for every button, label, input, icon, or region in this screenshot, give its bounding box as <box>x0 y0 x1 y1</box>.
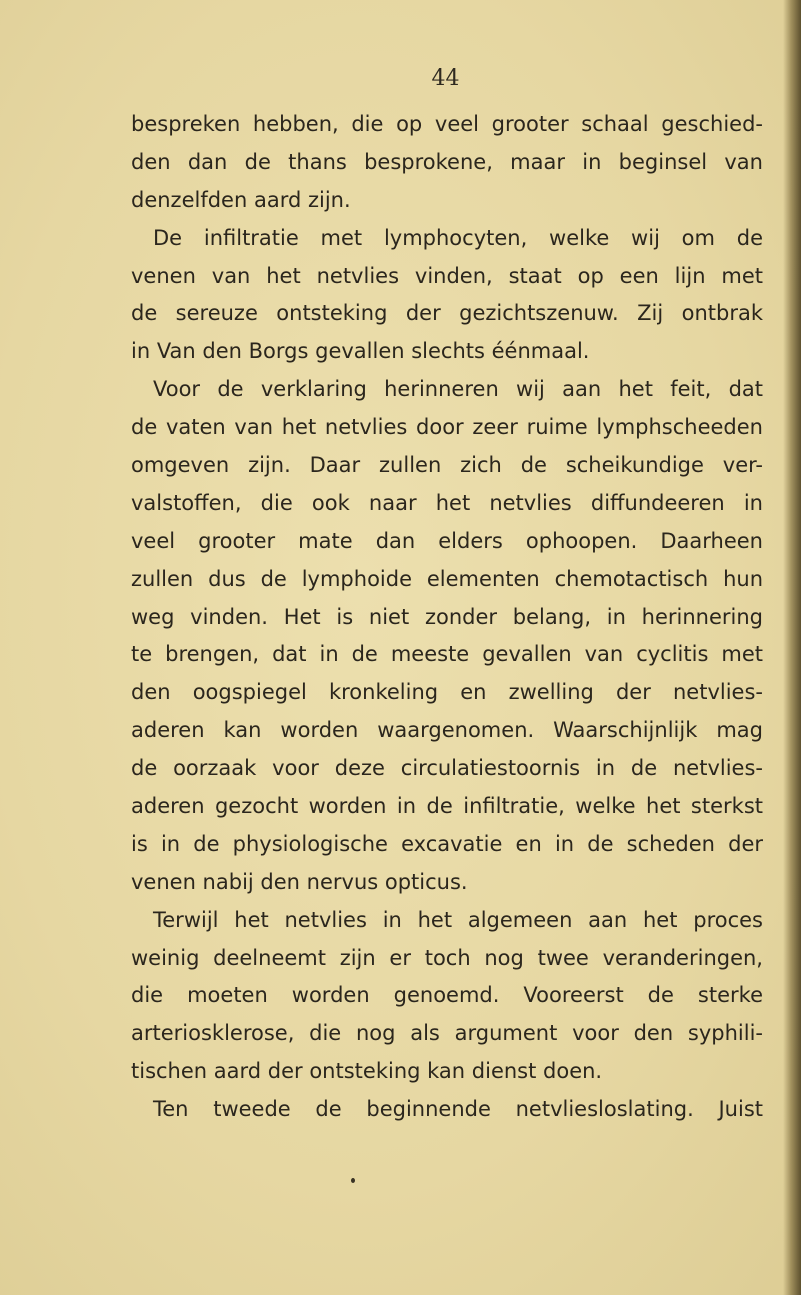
text-line: valstoffen, die ook naar het netvlies diffundeeren in <box>131 490 763 515</box>
text-line: te brengen, dat in de meeste gevallen van cyclitis met <box>131 642 763 667</box>
body-text <box>131 106 763 1129</box>
text-line: arteriosklerose, die nog als argument voor den syphili- <box>131 1021 763 1046</box>
text-line: omgeven zijn. Daar zullen zich de scheikundige ver- <box>131 453 763 478</box>
text-line: tischen aard der ontsteking kan dienst doen. <box>131 1059 603 1084</box>
text-line: den oogspiegel kronkeling en zwelling der netvlies- <box>131 680 763 705</box>
text-line: veel grooter mate dan elders ophoopen. Daarheen <box>131 528 763 553</box>
text-line: is in de physiologische excavatie en in de scheden der <box>131 831 763 856</box>
text-line: De infiltratie met lymphocyten, welke wij om de <box>153 225 763 250</box>
text-line: venen nabij den nervus opticus. <box>131 869 468 894</box>
text-line: in Van den Borgs gevallen slechts éénmaal. <box>131 339 590 364</box>
text-line: de oorzaak voor deze circulatiestoornis in de netvlies- <box>131 756 763 781</box>
text-line: weg vinden. Het is niet zonder belang, in herinnering <box>131 604 763 629</box>
text-line: weinig deelneemt zijn er toch nog twee veranderingen, <box>131 945 763 970</box>
text-line: denzelfden aard zijn. <box>131 187 351 212</box>
page-edge-shadow <box>783 0 801 1295</box>
text-line: zullen dus de lymphoide elementen chemotactisch hun <box>131 566 763 591</box>
text-line: die moeten worden genoemd. Vooreerst de sterke <box>131 983 763 1008</box>
text-line: den dan de thans besprokene, maar in beginsel van <box>131 149 763 174</box>
text-line: bespreken hebben, die op veel grooter schaal geschied- <box>131 112 763 136</box>
ink-speck <box>351 1178 355 1183</box>
text-line: aderen kan worden waargenomen. Waarschijnlijk mag <box>131 718 763 743</box>
text-line: Ten tweede de beginnende netvliesloslating. Juist <box>153 1097 763 1122</box>
text-line: venen van het netvlies vinden, staat op een lijn met <box>131 263 763 288</box>
text-line: Terwijl het netvlies in het algemeen aan het proces <box>153 907 763 932</box>
text-line: de vaten van het netvlies door zeer ruime lymphscheeden <box>131 415 763 440</box>
text-line: de sereuze ontsteking der gezichtszenuw. Zij ontbrak <box>131 301 763 326</box>
text-line: Voor de verklaring herinneren wij aan het feit, dat <box>153 377 763 402</box>
text-line: aderen gezocht worden in de infiltratie, welke het sterkst <box>131 794 763 819</box>
page-number: 44 <box>431 66 460 91</box>
